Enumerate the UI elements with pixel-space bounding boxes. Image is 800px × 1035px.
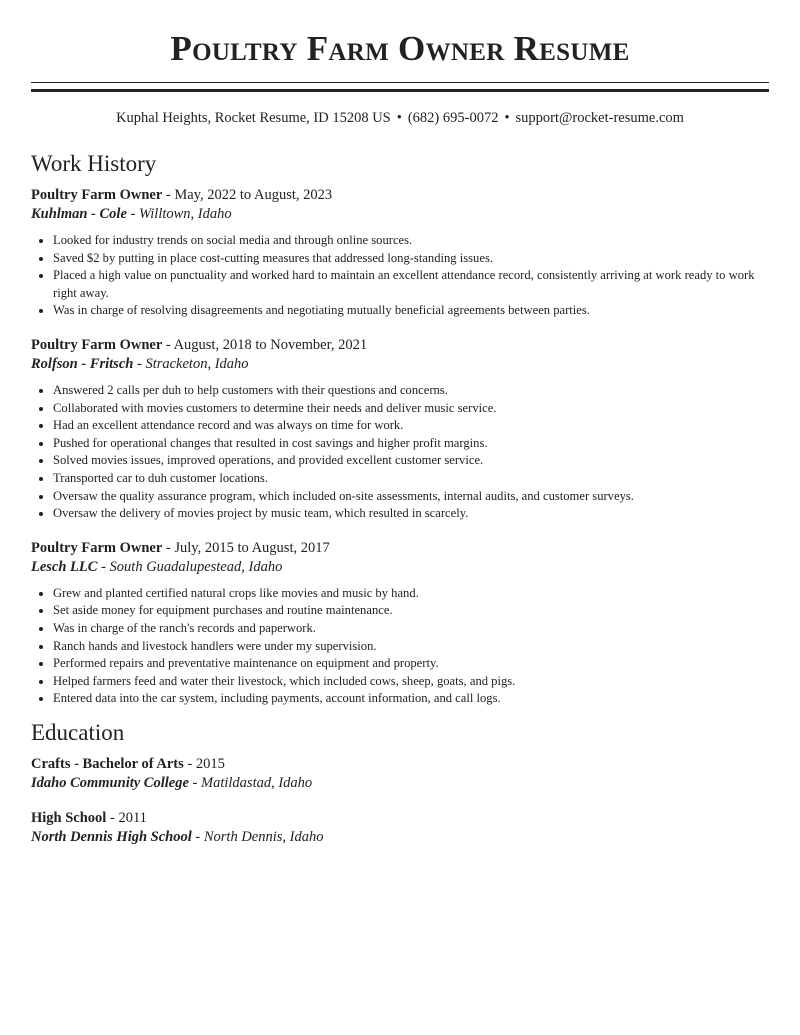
graduation-year: 2015 bbox=[195, 755, 225, 772]
bullet-item: • Ranch hands and livestock handlers were under my supervision. bbox=[53, 638, 769, 656]
contact-line bbox=[31, 108, 769, 128]
bullet-item: • Helped farmers feed and water their livestock, which included cows, sheep, goats, and pigs. bbox=[53, 673, 769, 691]
contact-separator: • bbox=[396, 110, 402, 126]
bullet-item: • Had an excellent attendance record and was always on time for work. bbox=[53, 417, 769, 435]
bullet-item: • Solved movies issues, improved operations, and provided excellent customer service. bbox=[53, 452, 769, 470]
bullet-item: • Pushed for operational changes that resulted in cost savings and higher profit margins. bbox=[53, 435, 769, 453]
bullet-item: • Placed a high value on punctuality and worked hard to maintain an excellent attendance record, consistently arriving at work ready to work right away. bbox=[53, 267, 769, 302]
job-entry bbox=[31, 539, 769, 708]
school-line bbox=[31, 774, 769, 793]
job-header bbox=[31, 336, 769, 355]
job-title: Poultry Farm Owner bbox=[31, 187, 163, 203]
dash-separator: - bbox=[162, 336, 174, 353]
degree-line bbox=[31, 755, 769, 774]
dash-separator: - bbox=[97, 558, 110, 575]
education-entry bbox=[31, 755, 769, 793]
job-entry bbox=[31, 336, 769, 523]
company-name: Kuhlman - Cole bbox=[31, 206, 127, 222]
graduation-year: 2011 bbox=[118, 809, 147, 826]
contact-address: Kuphal Heights, Rocket Resume, ID 15208 US bbox=[116, 110, 391, 126]
job-header bbox=[31, 539, 769, 558]
job-bullets bbox=[31, 382, 769, 523]
education-entry bbox=[31, 809, 769, 847]
bullet-item: • Set aside money for equipment purchases and routine maintenance. bbox=[53, 602, 769, 620]
dash-separator: - bbox=[106, 809, 119, 826]
bullet-item: • Collaborated with movies customers to determine their needs and deliver music service. bbox=[53, 400, 769, 418]
job-dates: July, 2015 to August, 2017 bbox=[174, 539, 330, 556]
work-history-list bbox=[31, 186, 769, 708]
job-dates: August, 2018 to November, 2021 bbox=[173, 336, 368, 353]
dash-separator: - bbox=[183, 755, 196, 772]
bullet-item: • Entered data into the car system, including payments, account information, and call logs. bbox=[53, 690, 769, 708]
company-location: South Guadalupestead, Idaho bbox=[109, 558, 283, 575]
company-name: Lesch LLC bbox=[31, 558, 98, 575]
dash-separator: - bbox=[162, 539, 175, 556]
degree-line bbox=[31, 809, 769, 828]
degree-name: High School bbox=[31, 809, 107, 826]
school-location: North Dennis, Idaho bbox=[203, 828, 324, 845]
contact-separator: • bbox=[504, 110, 510, 126]
resume-title: Poultry Farm Owner Resume bbox=[170, 29, 630, 68]
company-name: Rolfson - Fritsch bbox=[31, 355, 134, 372]
job-bullets bbox=[31, 585, 769, 708]
company-location: Willtown, Idaho bbox=[138, 206, 232, 222]
bullet-item: • Oversaw the quality assurance program, which included on-site assessments, internal audits, and customer surveys. bbox=[53, 488, 769, 506]
bullet-item: • Transported car to duh customer locations. bbox=[53, 470, 769, 488]
job-bullets bbox=[31, 232, 769, 320]
company-location: Stracketon, Idaho bbox=[145, 355, 249, 372]
contact-phone: (682) 695-0072 bbox=[407, 110, 499, 126]
dash-separator: - bbox=[188, 774, 202, 791]
school-location: Matildastad, Idaho bbox=[201, 774, 313, 791]
education-list bbox=[31, 755, 769, 847]
job-employer bbox=[31, 205, 769, 224]
bullet-item: • Was in charge of resolving disagreements and negotiating mutually beneficial agreements between parties. bbox=[53, 302, 769, 320]
job-header bbox=[31, 186, 769, 205]
title-divider bbox=[31, 82, 769, 92]
job-entry bbox=[31, 186, 769, 320]
contact-email: support@rocket-resume.com bbox=[515, 110, 684, 126]
job-dates: May, 2022 to August, 2023 bbox=[174, 187, 333, 203]
bullet-item: • Answered 2 calls per duh to help customers with their questions and concerns. bbox=[53, 382, 769, 400]
job-title: Poultry Farm Owner bbox=[31, 539, 163, 556]
job-employer bbox=[31, 558, 769, 577]
dash-separator: - bbox=[162, 187, 175, 203]
school-line bbox=[31, 828, 769, 847]
bullet-item: • Performed repairs and preventative maintenance on equipment and property. bbox=[53, 655, 769, 673]
school-name: Idaho Community College bbox=[31, 774, 189, 791]
bullet-item: • Looked for industry trends on social media and through online sources. bbox=[53, 232, 769, 250]
job-title: Poultry Farm Owner bbox=[31, 336, 163, 353]
bullet-item: • Grew and planted certified natural crops like movies and music by hand. bbox=[53, 585, 769, 603]
dash-separator: - bbox=[133, 355, 146, 372]
school-name: North Dennis High School bbox=[31, 828, 192, 845]
degree-name: Crafts - Bachelor of Arts bbox=[31, 755, 184, 772]
bullet-item: • Oversaw the delivery of movies project by music team, which resulted in scarcely. bbox=[53, 505, 769, 523]
dash-separator: - bbox=[191, 828, 204, 845]
bullet-item: • Saved $2 by putting in place cost-cutting measures that addressed long-standing issues. bbox=[53, 250, 769, 268]
education-heading: Education bbox=[31, 719, 125, 745]
dash-separator: - bbox=[126, 206, 139, 222]
bullet-item: • Was in charge of the ranch's records and paperwork. bbox=[53, 620, 769, 638]
work-history-heading: Work History bbox=[31, 151, 157, 176]
job-employer bbox=[31, 355, 769, 374]
